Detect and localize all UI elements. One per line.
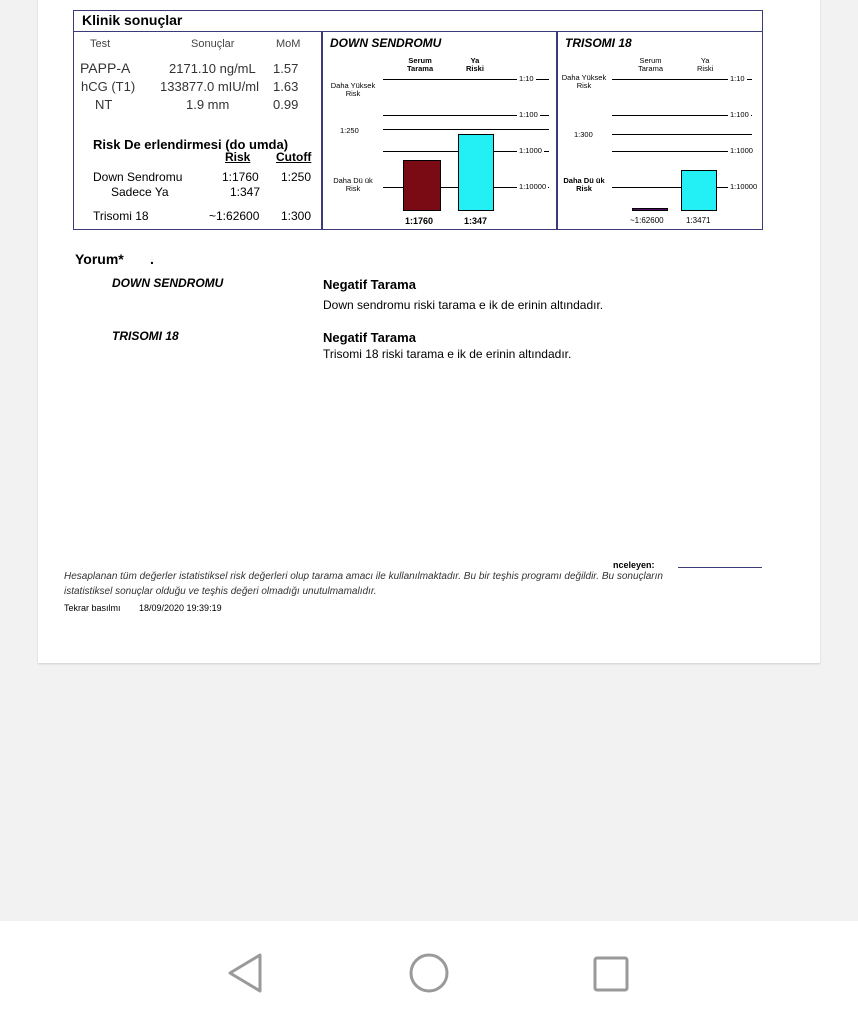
row-result: 1.9 mm (186, 97, 230, 112)
chart-bar (458, 134, 494, 211)
tick-label: 1:100 (730, 110, 749, 119)
row-mom: 0.99 (273, 97, 299, 112)
tick-label: 1:100 (519, 110, 538, 119)
comment-item-result: Negatif Tarama (323, 277, 416, 292)
comment-item-text: Trisomi 18 riski tarama e ik de erinin altındadır. (323, 347, 572, 361)
value-label: 1:347 (464, 216, 488, 226)
risk-row-label: Down Sendromu (93, 170, 183, 184)
row-test: PAPP-A (80, 60, 131, 76)
category-label: Ya Riski (697, 56, 714, 73)
cutoff-line (383, 129, 549, 130)
risk-row-value: ~1:62600 (209, 209, 260, 223)
disclaimer-line-1: Hesaplanan tüm değerler istatistiksel risk değerleri olup tarama amacı ile kullanılmaktadır. Bu bir teşhis programı değildir. Bu sonuçların (64, 571, 663, 582)
comment-label: Yorum* (75, 251, 124, 267)
comment-item-name: DOWN SENDROMU (112, 276, 224, 290)
tick-label: 1:10000 (730, 182, 758, 191)
tick-label: 1:10 (730, 74, 745, 83)
comment-item-text: Down sendromu riski tarama e ik de erinin altındadır. (323, 298, 604, 312)
reprint-date: 18/09/2020 19:39:19 (139, 603, 222, 613)
system-navigation-bar (0, 921, 858, 1024)
col-test-header: Test (90, 38, 111, 50)
risk-title: Risk De erlendirmesi (do umda) (93, 137, 289, 152)
row-result: 133877.0 mIU/ml (160, 79, 259, 94)
chart-title: TRISOMI 18 (565, 36, 632, 50)
tick-label: 1:1000 (519, 146, 542, 155)
row-result: 2171.10 ng/mL (169, 61, 256, 76)
chart-bar (403, 160, 441, 211)
disclaimer-line-2: istatistiksel sonuçlar olduğu ve teşhis değeri olmadığı unutulmamalıdır. (64, 586, 377, 597)
section-title: Klinik sonuçlar (82, 12, 183, 28)
reviewer-label: nceleyen: (613, 560, 655, 570)
value-label: 1:3471 (686, 216, 711, 225)
cutoff-label: 1:250 (340, 126, 359, 135)
risk-row-cutoff: 1:300 (281, 209, 312, 223)
reprint-label: Tekrar basılmı (64, 603, 121, 613)
risk-row-label: Trisomi 18 (93, 209, 149, 223)
value-label: 1:1760 (405, 216, 434, 226)
row-mom: 1.63 (273, 79, 299, 94)
home-icon[interactable] (408, 952, 450, 994)
clinical-results-header (73, 10, 763, 31)
risk-col-header: Risk (225, 150, 251, 164)
value-label: ~1:62600 (630, 216, 664, 225)
cutoff-col-header: Cutoff (276, 150, 312, 164)
back-icon[interactable] (226, 951, 264, 995)
row-mom: 1.57 (273, 61, 299, 76)
comment-dot: . (150, 251, 154, 267)
risk-row-label: Sadece Ya (111, 185, 169, 199)
low-risk-label: Daha Dü ük Risk (333, 176, 373, 193)
comment-item-name: TRISOMI 18 (112, 329, 179, 343)
risk-row-cutoff: 1:250 (281, 170, 312, 184)
chart-bar (681, 170, 717, 211)
tick-label: 1:1000 (730, 146, 753, 155)
cutoff-label: 1:300 (574, 130, 593, 139)
risk-row-value: 1:1760 (222, 170, 259, 184)
tick-label: 1:10000 (519, 182, 547, 191)
col-mom-header: MoM (276, 38, 301, 50)
category-label: Ya Riski (466, 56, 484, 73)
high-risk-label: Daha Yüksek Risk (330, 81, 376, 98)
reviewer-signature-line (678, 567, 762, 568)
comment-item-result: Negatif Tarama (323, 330, 416, 345)
chart-bar (632, 208, 668, 211)
recent-apps-icon[interactable] (592, 955, 630, 993)
row-test: hCG (T1) (81, 79, 136, 94)
row-test: NT (95, 97, 113, 112)
low-risk-label: Daha Dü ük Risk (563, 176, 605, 193)
category-label: Serum Tarama (407, 56, 434, 73)
chart-title: DOWN SENDROMU (330, 36, 442, 50)
high-risk-label: Daha Yüksek Risk (561, 73, 607, 90)
tick-label: 1:10 (519, 74, 534, 83)
col-result-header: Sonuçlar (191, 38, 235, 50)
risk-row-value: 1:347 (230, 185, 261, 199)
category-label: Serum Tarama (638, 56, 664, 73)
cutoff-line (612, 134, 752, 135)
